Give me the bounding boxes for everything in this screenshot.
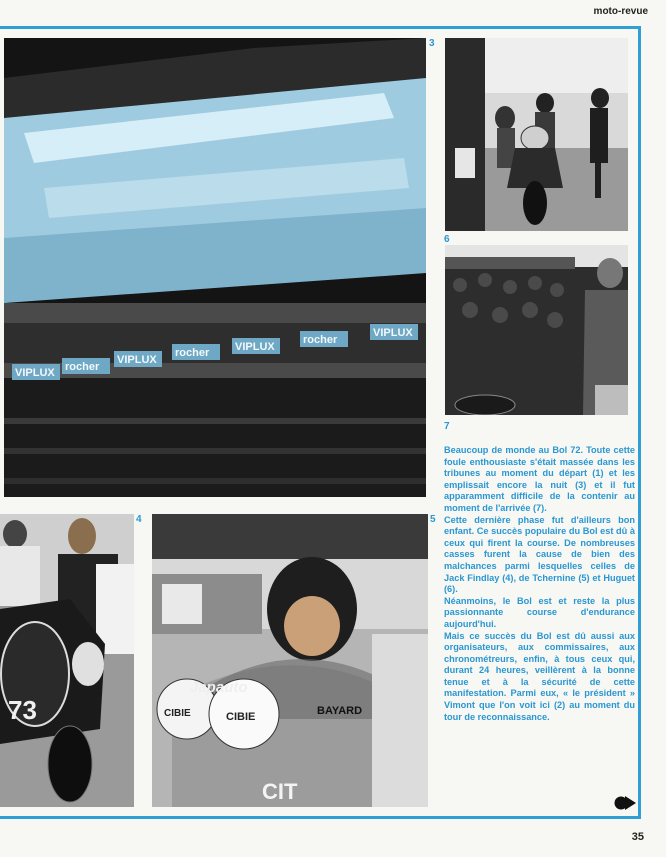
photo-tchernine-fairing <box>152 514 428 807</box>
photo-crowd-finish <box>445 245 628 415</box>
race-number: 73 <box>8 695 37 725</box>
fairing-sponsor: CIT <box>262 779 298 804</box>
caption-text <box>444 445 635 723</box>
fairing-sponsor: Japauto <box>190 679 248 696</box>
fairing-sponsor: CIBIE <box>226 711 256 723</box>
photo-number: 5 <box>430 514 436 525</box>
publication-name: moto-revue <box>593 6 648 17</box>
fairing-sponsor: BAYARD <box>317 705 363 717</box>
next-page-arrow-icon <box>614 795 636 811</box>
photo-number: 6 <box>444 234 450 245</box>
page-number: 35 <box>631 831 644 843</box>
banner-text: VIPLUX <box>235 341 275 353</box>
caption-paragraph: Néanmoins, le Bol est et reste la plus passionnante course d'endurance aujourd'hui. <box>444 595 635 629</box>
banner-text: rocher <box>65 361 100 373</box>
photo-number: 4 <box>136 514 142 525</box>
caption-paragraph: Mais ce succès du Bol est dû aussi aux organisateurs, aux commissaires, aux chronométreurs, enfin, à tous ceux qui, durant 24 heures, veillèrent à la bonne tenue et à la sécurité de cette manifestation. Parmi eux, « le président » Vimont que l'on voit ici (2) au moment du tour de reconnaissance. <box>444 630 635 722</box>
banner-text: VIPLUX <box>117 354 157 366</box>
caption-paragraph: Cette dernière phase fut d'ailleurs bon enfant. Ce succès populaire du Bol est dû à ceux qui firent la course. De nombreuses casses furent la cause de bien des malchances parmi lesquelles celles de Jack Findlay (4), de Tchernine (5) et Huguet (6). <box>444 514 635 595</box>
banner-text: rocher <box>303 334 338 346</box>
photo-number: 3 <box>429 38 435 49</box>
banner-text: rocher <box>175 347 210 359</box>
photo-rider-paddock <box>445 38 628 231</box>
banner-text: VIPLUX <box>15 367 55 379</box>
fairing-sponsor: CIBIE <box>164 708 191 719</box>
photo-grandstand-night <box>4 38 426 497</box>
photo-findlay-bike <box>0 514 134 807</box>
photo-number: 7 <box>444 421 450 432</box>
banner-text: VIPLUX <box>373 327 413 339</box>
caption-paragraph: Beaucoup de monde au Bol 72. Toute cette foule enthousiaste s'était massée dans les tribunes au moment du départ (1) et les emplissait encore la nuit (3) et il fut apparamment difficile de la contenir au moment de l'arrivée (7). <box>444 445 635 513</box>
